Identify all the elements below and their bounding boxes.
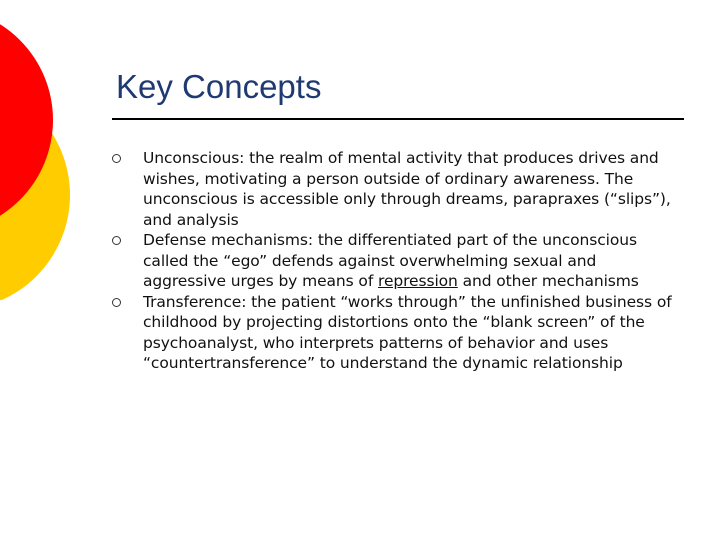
- decorative-circles: [0, 0, 120, 300]
- bullet-unconscious: [112, 148, 672, 230]
- bullet-text-start: Defense mechanisms: the differentiated part of the unconscious called the “ego” defends against overwhelming sexual and aggressive urges by means of: [143, 231, 637, 290]
- slide-title: Key Concepts: [116, 68, 322, 105]
- bullet-text-end: and other mechanisms: [457, 272, 639, 290]
- title-divider: [112, 118, 684, 120]
- hollow-circle-bullet-icon: [112, 236, 121, 245]
- bullet-text: Unconscious: the realm of mental activity that produces drives and wishes, motivating a person outside of ordinary awareness. The unconscious is accessible only through dreams, parapraxes (“slips”), and analysis: [143, 149, 671, 229]
- bullet-transference: [112, 292, 672, 374]
- bullet-list: [112, 148, 672, 374]
- underlined-term-repression: repression: [378, 272, 458, 290]
- hollow-circle-bullet-icon: [112, 298, 121, 307]
- bullet-defense-mechanisms: [112, 230, 672, 292]
- bullet-text: Transference: the patient “works through” the unfinished business of childhood by projecting distortions onto the “blank screen” of the psychoanalyst, who interprets patterns of behavior and uses “countertransference” to understand the dynamic relationship: [143, 292, 672, 372]
- hollow-circle-bullet-icon: [112, 154, 121, 163]
